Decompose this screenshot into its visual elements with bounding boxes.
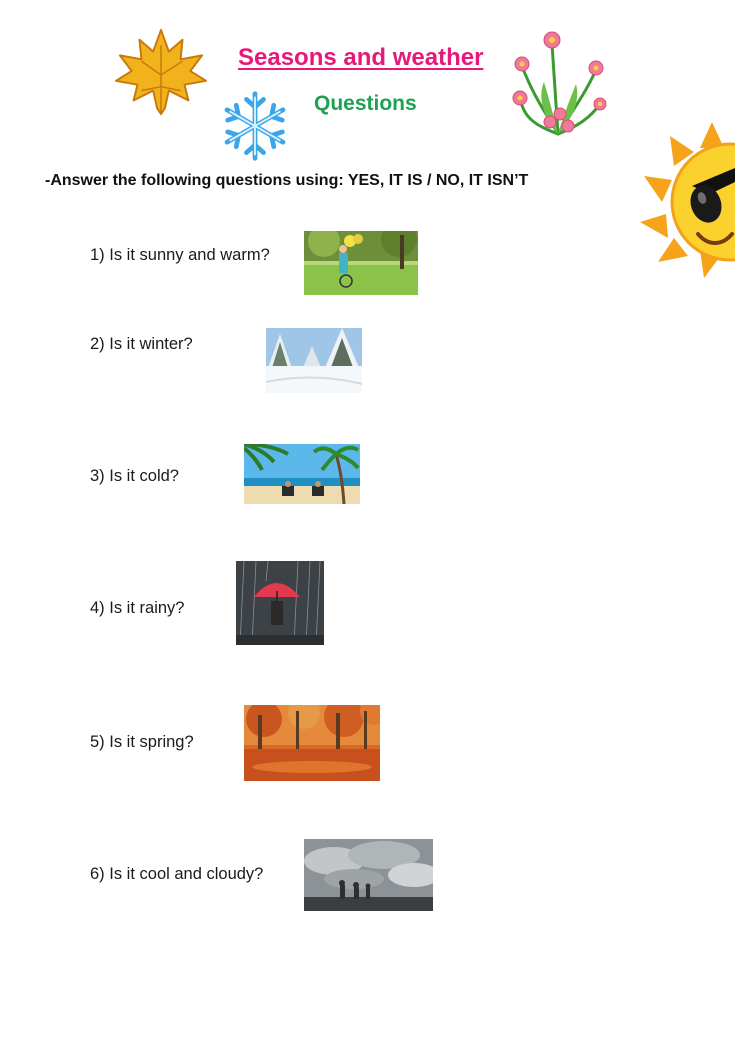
- question-number: 5): [90, 733, 105, 751]
- flowers-icon: [508, 26, 610, 138]
- question-text: Is it spring?: [109, 733, 194, 751]
- rain-umbrella-photo: [236, 561, 324, 645]
- snowflake-icon: [216, 88, 294, 164]
- question-text: Is it cool and cloudy?: [109, 865, 264, 883]
- question-6: [90, 865, 263, 884]
- autumn-leaves-photo: [244, 705, 380, 781]
- question-number: 6): [90, 865, 105, 883]
- instructions-text: -Answer the following questions using: YES, IT IS / NO, IT ISN’T: [45, 172, 529, 189]
- page-subtitle: Questions: [314, 92, 417, 115]
- question-number: 2): [90, 335, 105, 353]
- question-number: 1): [90, 246, 105, 264]
- question-text: Is it rainy?: [109, 599, 185, 617]
- question-4: [90, 599, 184, 618]
- cloudy-sky-photo: [304, 839, 433, 911]
- question-5: [90, 733, 194, 752]
- question-text: Is it winter?: [109, 335, 193, 353]
- question-number: 4): [90, 599, 105, 617]
- sunny-park-photo: [304, 231, 418, 295]
- snowy-forest-photo: [266, 328, 362, 393]
- sun-with-sunglasses-icon: [640, 122, 735, 278]
- question-text: Is it cold?: [109, 467, 179, 485]
- page-title: Seasons and weather: [238, 44, 484, 71]
- question-2: [90, 335, 193, 354]
- maple-leaf-icon: [112, 26, 210, 118]
- question-text: Is it sunny and warm?: [109, 246, 270, 264]
- question-1: [90, 246, 270, 265]
- question-number: 3): [90, 467, 105, 485]
- tropical-beach-photo: [244, 444, 360, 504]
- question-3: [90, 467, 179, 486]
